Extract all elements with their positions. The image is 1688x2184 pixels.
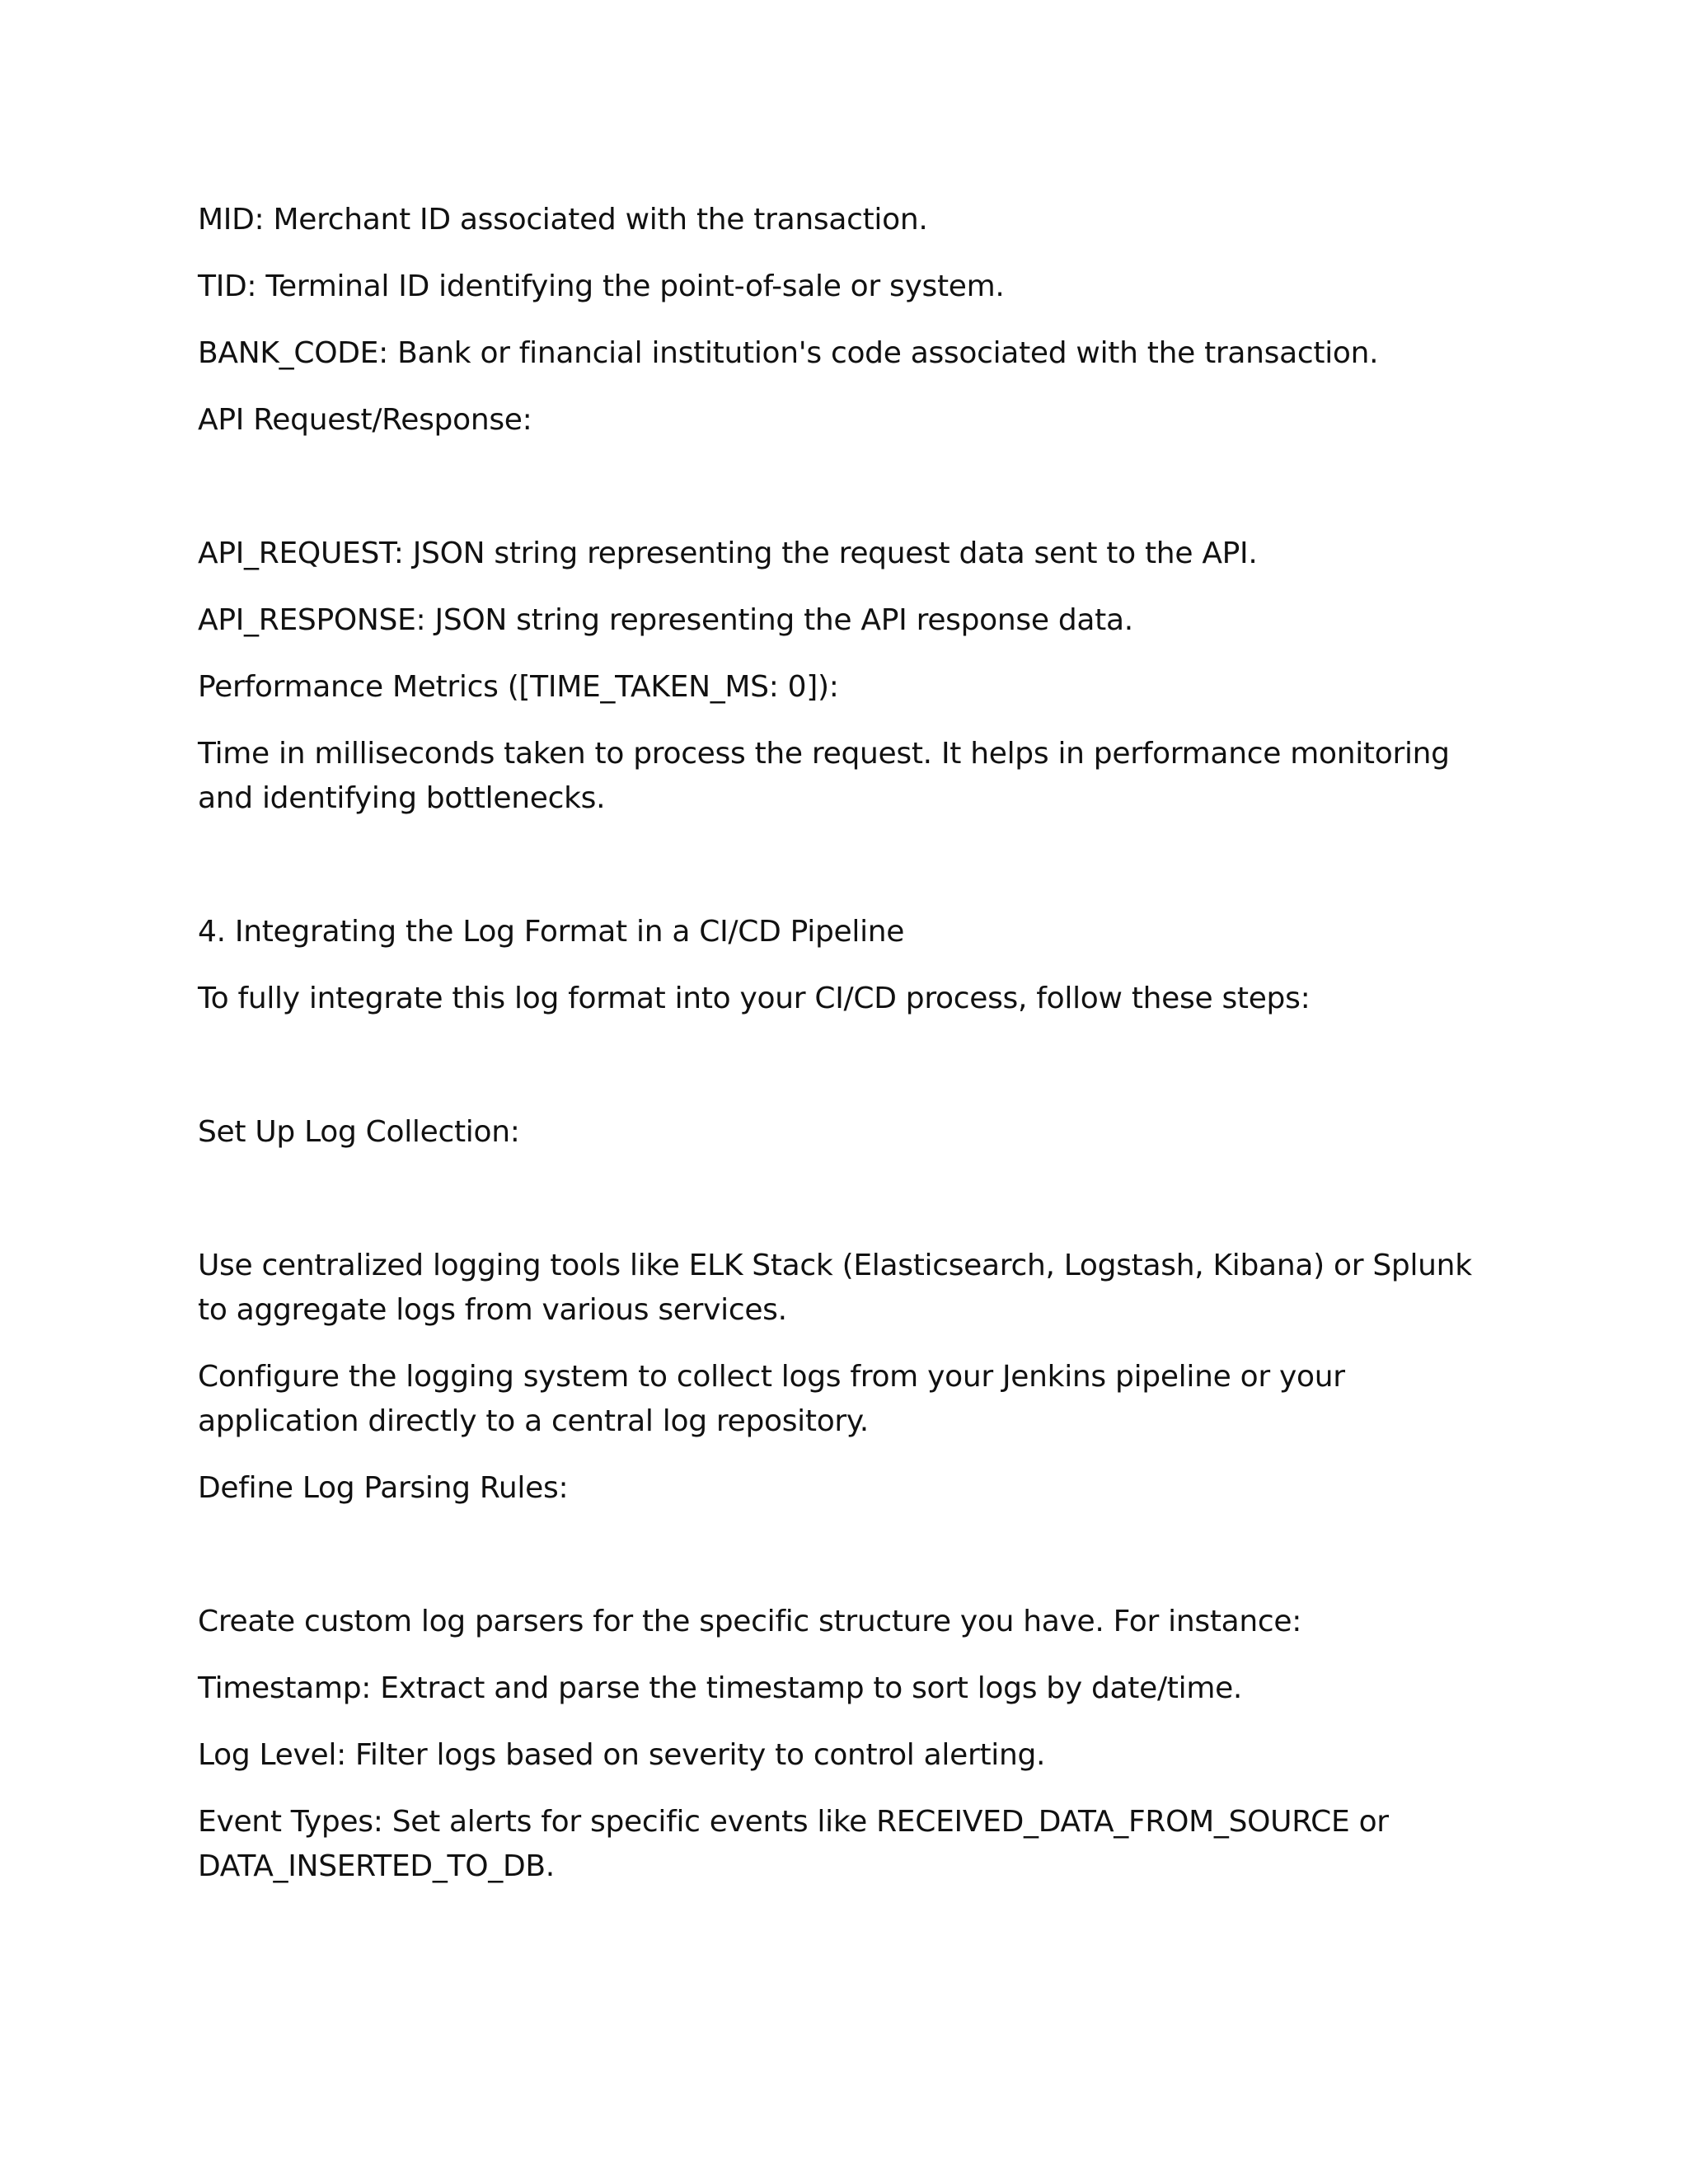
paragraph-time-in-ms: Time in milliseconds taken to process the request. It helps in performance monitoring and identifying bottlenecks. — [198, 737, 1450, 815]
spacer — [198, 1533, 1500, 1600]
spacer — [198, 465, 1500, 532]
paragraph-api-request-response: API Request/Response: — [198, 403, 532, 437]
spacer — [198, 1043, 1500, 1110]
document-body — [198, 198, 1500, 1911]
paragraph-integrate-intro: To fully integrate this log format into your CI/CD process, follow these steps: — [198, 982, 1311, 1015]
paragraph-mid: MID: Merchant ID associated with the transaction. — [198, 203, 928, 237]
paragraph-event-types: Event Types: Set alerts for specific events like RECEIVED_DATA_FROM_SOURCE or DATA_INSERTED_TO_DB. — [198, 1805, 1389, 1883]
paragraph-configure-logging: Configure the logging system to collect logs from your Jenkins pipeline or your application directly to a central log repository. — [198, 1360, 1345, 1438]
paragraph-define-parsing-rules: Define Log Parsing Rules: — [198, 1471, 569, 1505]
paragraph-log-level: Log Level: Filter logs based on severity to control alerting. — [198, 1738, 1046, 1772]
paragraph-set-up-log-collection: Set Up Log Collection: — [198, 1115, 520, 1149]
section-heading-integrating: 4. Integrating the Log Format in a CI/CD Pipeline — [198, 915, 905, 949]
paragraph-bank-code: BANK_CODE: Bank or financial institution's code associated with the transaction. — [198, 336, 1379, 370]
paragraph-custom-parsers: Create custom log parsers for the specific structure you have. For instance: — [198, 1605, 1302, 1638]
paragraph-centralized-logging: Use centralized logging tools like ELK Stack (Elasticsearch, Logstash, Kibana) or Splunk to aggregate logs from various services. — [198, 1249, 1472, 1327]
spacer — [198, 843, 1500, 910]
paragraph-performance-metrics: Performance Metrics ([TIME_TAKEN_MS: 0]): — [198, 670, 839, 704]
paragraph-tid: TID: Terminal ID identifying the point-of-sale or system. — [198, 269, 1005, 303]
spacer — [198, 1177, 1500, 1244]
paragraph-timestamp: Timestamp: Extract and parse the timestamp to sort logs by date/time. — [198, 1671, 1243, 1705]
paragraph-api-request: API_REQUEST: JSON string representing the request data sent to the API. — [198, 537, 1258, 570]
paragraph-api-response: API_RESPONSE: JSON string representing the API response data. — [198, 603, 1133, 637]
